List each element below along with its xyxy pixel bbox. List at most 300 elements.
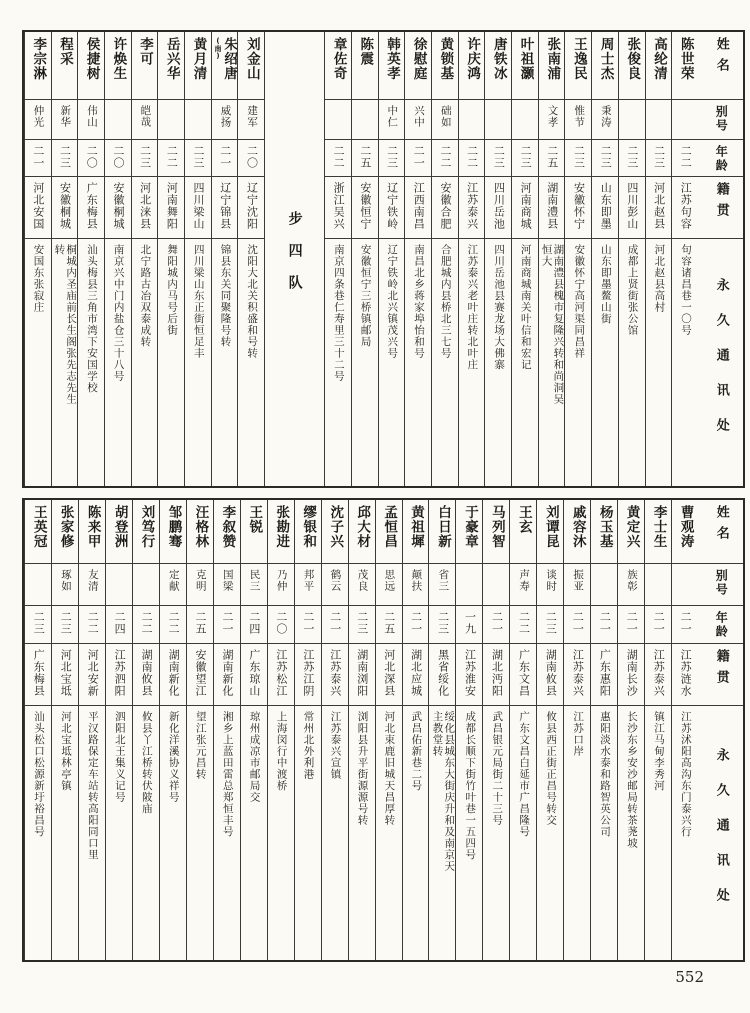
native-cell-text: 湖北沔阳 (490, 649, 504, 697)
entry-column (267, 500, 294, 960)
name-cell (485, 32, 511, 100)
header-alias-label: 别号 (714, 569, 729, 597)
native-cell (646, 177, 672, 239)
address-cell (429, 706, 455, 960)
entry-column (105, 500, 132, 960)
name-cell (25, 32, 51, 100)
alias-cell-text: 振亚 (572, 569, 585, 592)
entry-column (511, 32, 538, 486)
native-cell (52, 177, 78, 239)
age-cell-text: 二三 (519, 145, 533, 169)
name-cell (25, 500, 51, 564)
address-cell-text: 北宁路古冶双泰成转 (139, 244, 152, 348)
alias-cell-text: 国梁 (221, 569, 234, 592)
address-cell-text: 河北束鹿旧城天昌厚转 (383, 711, 396, 826)
address-cell (133, 706, 159, 960)
address-cell (187, 706, 213, 960)
native-cell (133, 644, 159, 706)
alias-cell (158, 100, 184, 140)
header-address-label: 永久通讯处 (713, 277, 729, 453)
native-cell-text: 安徽桐城 (111, 182, 125, 230)
native-cell (132, 177, 158, 239)
alias-cell (295, 564, 321, 606)
alias-cell (132, 100, 158, 140)
entry-column (671, 32, 698, 486)
native-cell (238, 177, 264, 239)
alias-cell-text: 颠扶 (410, 569, 423, 592)
native-cell-text: 河北安新 (86, 649, 100, 697)
native-cell-text: 安徽恒宁 (358, 182, 372, 230)
native-cell (432, 177, 458, 239)
entry-column (455, 500, 482, 960)
age-cell-text: 二一 (625, 611, 639, 635)
name-cell-text: 戚容沐 (569, 505, 586, 549)
age-cell (25, 140, 51, 177)
name-cell (646, 32, 672, 100)
name-cell (618, 500, 644, 564)
age-cell-text: 二三 (492, 145, 506, 169)
age-cell (512, 140, 538, 177)
native-cell (459, 177, 485, 239)
age-cell-text: 二一 (571, 611, 585, 635)
native-cell-text: 江苏泗阳 (113, 649, 127, 697)
native-cell-text: 河北涞县 (138, 182, 152, 230)
age-cell (352, 140, 378, 177)
native-cell (537, 644, 563, 706)
address-cell (459, 239, 485, 486)
native-cell (591, 644, 617, 706)
name-cell (158, 32, 184, 100)
native-cell-text: 四川彭山 (625, 182, 639, 230)
entry-column (536, 500, 563, 960)
address-cell-text: 南京兴中门内盐仓三十八号 (112, 244, 125, 382)
name-cell-text: 沈子兴 (327, 505, 344, 549)
native-cell (105, 177, 131, 239)
native-cell-text: 江苏泰兴 (465, 182, 479, 230)
native-cell-text: 湖南澧县 (545, 182, 559, 230)
native-cell-text: 安徽桐城 (58, 182, 72, 230)
address-cell-text: 辽宁铁岭北兴镇茂兴号 (386, 244, 399, 359)
header-age-label: 年龄 (714, 145, 729, 173)
address-cell-text: 武昌银元局街二十三号 (491, 711, 504, 826)
name-cell-text: 张俊良 (624, 37, 641, 81)
unit-spacer-column (264, 32, 324, 486)
header-age-label: 年龄 (714, 611, 729, 639)
alias-cell-text: 兴中 (412, 105, 425, 128)
address-cell-text: 绥化县城东大街庆升和及南京天主教堂转 (431, 711, 456, 872)
alias-cell (510, 564, 536, 606)
address-cell-text: 常州北外利港 (302, 711, 315, 780)
address-cell (618, 706, 644, 960)
alias-cell (376, 564, 402, 606)
entry-column (351, 32, 378, 486)
native-cell-text: 河南商城 (519, 182, 533, 230)
age-cell-text: 二一 (409, 611, 423, 635)
age-cell-text: 二二 (165, 145, 179, 169)
entry-column (644, 500, 671, 960)
age-cell-text: 二一 (218, 145, 232, 169)
entry-column (294, 500, 321, 960)
age-cell-text: 二五 (545, 145, 559, 169)
age-cell-text: 二三 (572, 145, 586, 169)
alias-cell-text: 中仁 (386, 105, 399, 128)
age-cell (160, 606, 186, 644)
address-cell-text: 安徽恒宁三桥镇邮局 (359, 244, 372, 348)
address-cell (592, 239, 618, 486)
address-cell (78, 239, 104, 486)
name-cell-text: 黄定兴 (623, 505, 640, 549)
native-cell (539, 177, 565, 239)
alias-cell-text: 皑哉 (139, 105, 152, 128)
age-cell (25, 606, 51, 644)
age-cell-text: 二三 (599, 145, 613, 169)
alias-cell (185, 100, 211, 140)
name-cell (403, 500, 429, 564)
native-cell (376, 644, 402, 706)
address-cell-text: 新化洋溪协义祥号 (167, 711, 180, 803)
native-cell-text: 湖南新化 (220, 649, 234, 697)
age-cell-text: 二一 (679, 611, 693, 635)
name-cell-text: 刘谭昆 (542, 505, 559, 549)
age-cell (456, 606, 482, 644)
address-cell-text: 上海闵行中渡桥 (275, 711, 288, 792)
name-cell-text: 高纶清 (651, 37, 667, 81)
native-cell-text: 黑省绥化 (436, 649, 450, 697)
name-cell (672, 500, 698, 564)
age-cell-text: 二五 (358, 145, 372, 169)
age-cell (459, 140, 485, 177)
name-cell-text: 唐铁冰 (490, 37, 507, 81)
age-cell-text: 二三 (544, 611, 558, 635)
address-cell-text: 镇江马甸李秀河 (652, 711, 665, 792)
age-cell-text: 二一 (31, 145, 45, 169)
address-cell-text: 攸县西正街正昌号转交 (545, 711, 558, 826)
entry-column (458, 32, 485, 486)
alias-cell (537, 564, 563, 606)
name-cell-text: 汪格林 (192, 505, 209, 549)
age-cell (672, 140, 698, 177)
address-cell (25, 239, 51, 486)
entry-column (348, 500, 375, 960)
name-cell-text: 李可 (137, 37, 154, 66)
alias-cell-text: 惟节 (573, 105, 586, 128)
age-cell (349, 606, 375, 644)
native-cell (379, 177, 405, 239)
name-cell (459, 32, 485, 100)
age-cell-text: 二二 (679, 145, 693, 169)
native-cell (645, 644, 671, 706)
name-cell-text: 程采 (56, 37, 73, 66)
age-cell (672, 606, 698, 644)
age-cell-text: 二三 (355, 611, 369, 635)
address-cell (106, 706, 132, 960)
entry-column (324, 32, 351, 486)
header-alias-cell (698, 564, 743, 606)
address-cell-text: 湘乡上蓝田雷总郑恒丰号 (221, 711, 234, 838)
native-cell-text: 广东惠阳 (598, 649, 612, 697)
name-cell-text: 缪银和 (300, 505, 317, 549)
name-cell (564, 500, 590, 564)
native-cell-text: 湖南浏阳 (355, 649, 369, 697)
name-cell-text: 章佐奇 (330, 37, 347, 81)
address-cell-text: 桐城内圣庙前长生阁张先志先生转 (53, 244, 78, 405)
age-cell (432, 140, 458, 177)
entry-column (213, 500, 240, 960)
name-cell (214, 500, 240, 564)
native-cell (672, 177, 698, 239)
native-cell (79, 644, 105, 706)
native-cell-text: 四川岳池 (492, 182, 506, 230)
address-cell-text: 江苏泰兴宣镇 (329, 711, 342, 780)
age-cell (52, 140, 78, 177)
address-cell-text: 江苏沭阳高沟东门泰兴行 (679, 711, 692, 838)
address-cell (619, 239, 645, 486)
name-cell-text: 王玄 (515, 505, 532, 534)
address-cell (510, 706, 536, 960)
address-cell-text: 安国东张寂庄 (32, 244, 45, 313)
native-cell-text: 湖北应城 (409, 649, 423, 697)
name-cell (133, 500, 159, 564)
native-cell-text: 江苏松江 (274, 649, 288, 697)
alias-cell (672, 100, 698, 140)
entry-column (671, 500, 698, 960)
entry-column (184, 32, 211, 486)
age-cell-text: 二三 (59, 611, 73, 635)
entry-column (78, 500, 105, 960)
address-cell-text: 南京四条巷仁寿里三十二号 (332, 244, 345, 382)
entry-column (538, 32, 565, 486)
entry-column (563, 500, 590, 960)
age-cell-text: 二三 (436, 611, 450, 635)
age-cell (241, 606, 267, 644)
address-cell (537, 706, 563, 960)
age-cell (591, 606, 617, 644)
address-cell-text: 河南商城南关叶信和宏记 (519, 244, 532, 371)
name-cell (349, 500, 375, 564)
name-cell-text: 李宗淋 (30, 37, 47, 81)
age-cell-text: 二一 (412, 145, 426, 169)
unit-label: 步四队 (286, 211, 303, 307)
age-cell-text: 二五 (382, 611, 396, 635)
alias-cell (325, 100, 351, 140)
name-cell (106, 500, 132, 564)
entry-column (51, 32, 78, 486)
native-cell (268, 644, 294, 706)
header-column (698, 32, 743, 486)
name-cell-text: 马列智 (488, 505, 505, 549)
name-cell-text: 曹观涛 (677, 505, 694, 549)
age-cell-text: 二三 (58, 145, 72, 169)
name-cell-text: 刘金山 (243, 37, 260, 81)
name-cell-text: 黄祖墀 (408, 505, 425, 549)
native-cell-text: 湖南攸县 (544, 649, 558, 697)
address-cell (25, 706, 51, 960)
native-cell-text: 山东即墨 (599, 182, 613, 230)
alias-cell (564, 564, 590, 606)
name-cell (619, 32, 645, 100)
entry-column (590, 500, 617, 960)
age-cell (106, 606, 132, 644)
native-cell (25, 177, 51, 239)
address-cell-text: 合肥城内县桥北三七号 (439, 244, 452, 359)
alias-cell (52, 564, 78, 606)
age-cell (158, 140, 184, 177)
entry-column (159, 500, 186, 960)
header-name-label: 姓名 (713, 37, 729, 79)
name-cell-text: 韩英孝 (383, 37, 400, 81)
address-cell-text: 安徽怀宁高河渠同昌祥 (573, 244, 586, 359)
age-cell (564, 606, 590, 644)
age-cell (105, 140, 131, 177)
native-cell-text: 江苏江阴 (301, 649, 315, 697)
address-cell (295, 706, 321, 960)
name-cell-text: 陈来甲 (84, 505, 101, 549)
age-cell (185, 140, 211, 177)
age-cell (646, 140, 672, 177)
address-cell-text: 长沙东乡安沙邮局转茶荛坡 (625, 711, 638, 849)
name-cell-text: 黄月清 (190, 37, 207, 81)
alias-cell-text: 文孝 (546, 105, 559, 128)
native-cell (510, 644, 536, 706)
age-cell (405, 140, 431, 177)
alias-cell (238, 100, 264, 140)
alias-cell-text: 谈时 (545, 569, 558, 592)
age-cell (618, 606, 644, 644)
address-cell (214, 706, 240, 960)
alias-cell-text: 邦平 (302, 569, 315, 592)
alias-cell (78, 100, 104, 140)
address-cell (376, 706, 402, 960)
name-cell (352, 32, 378, 100)
address-cell-text: 河北宝坻林亭镇 (59, 711, 72, 792)
native-cell-text: 河北深县 (382, 649, 396, 697)
alias-cell (645, 564, 671, 606)
name-cell-text: 白日新 (435, 505, 451, 549)
age-cell (238, 140, 264, 177)
header-age-cell (698, 140, 743, 177)
name-cell (510, 500, 536, 564)
address-cell (405, 239, 431, 486)
address-cell (185, 239, 211, 486)
entry-column (24, 500, 51, 960)
age-cell-text: 二二 (465, 145, 479, 169)
header-alias-cell (698, 100, 743, 140)
address-cell-text: 惠阳淡水泰和路智英公司 (599, 711, 612, 838)
name-cell (268, 500, 294, 564)
name-cell (432, 32, 458, 100)
address-cell-text: 琼州成凉市邮局交 (248, 711, 261, 803)
alias-cell (432, 100, 458, 140)
age-cell (379, 140, 405, 177)
age-cell (133, 606, 159, 644)
name-cell-text: 陈震 (357, 37, 374, 66)
age-cell (325, 140, 351, 177)
alias-cell (429, 564, 455, 606)
age-cell (78, 140, 104, 177)
age-cell-text: 二一 (652, 611, 666, 635)
native-cell (187, 644, 213, 706)
native-cell-text: 安徽望江 (194, 649, 208, 697)
age-cell-text: 二三 (652, 145, 666, 169)
name-cell (238, 32, 264, 100)
alias-cell-text: 民三 (248, 569, 261, 592)
name-cell (187, 500, 213, 564)
native-cell (241, 644, 267, 706)
age-cell (429, 606, 455, 644)
address-cell (379, 239, 405, 486)
native-cell-text: 湖南攸县 (140, 649, 154, 697)
address-cell (322, 706, 348, 960)
native-cell-text: 江西南昌 (412, 182, 426, 230)
header-name-cell (698, 32, 743, 100)
entry-column (240, 500, 267, 960)
address-cell (403, 706, 429, 960)
entry-column (321, 500, 348, 960)
address-cell (349, 706, 375, 960)
age-cell-text: 二二 (140, 611, 154, 635)
alias-cell-text: 族彰 (625, 569, 638, 592)
entry-column (51, 500, 78, 960)
alias-cell-text: 定献 (167, 569, 180, 592)
age-cell (214, 606, 240, 644)
age-cell-text: 二三 (32, 611, 46, 635)
native-cell (564, 644, 590, 706)
native-cell (672, 644, 698, 706)
alias-cell-text: 乃仲 (275, 569, 288, 592)
age-cell (132, 140, 158, 177)
native-cell (352, 177, 378, 239)
alias-cell-text: 省三 (437, 569, 450, 592)
native-cell (405, 177, 431, 239)
age-cell-text: 一九 (463, 611, 477, 635)
age-cell-text: 二一 (220, 611, 234, 635)
alias-cell (456, 564, 482, 606)
address-cell (105, 239, 131, 486)
entry-column (402, 500, 429, 960)
address-cell (672, 239, 698, 486)
alias-cell (106, 564, 132, 606)
name-cell-text: 王逸民 (570, 37, 587, 81)
alias-cell-text: 茂良 (356, 569, 369, 592)
name-cell (645, 500, 671, 564)
alias-cell (79, 564, 105, 606)
age-cell (403, 606, 429, 644)
address-cell (646, 239, 672, 486)
native-cell (592, 177, 618, 239)
address-cell-text: 四川岳池县赛龙场大佛寨 (493, 244, 506, 371)
address-cell (432, 239, 458, 486)
age-cell (619, 140, 645, 177)
name-cell (429, 500, 455, 564)
address-cell (645, 706, 671, 960)
address-cell (325, 239, 351, 486)
name-cell-text: 于豪章 (461, 505, 478, 549)
entry-column (509, 500, 536, 960)
name-cell (212, 32, 238, 100)
age-cell-text: 二五 (194, 611, 208, 635)
address-cell (52, 706, 78, 960)
age-cell-text: 二二 (86, 611, 100, 635)
name-cell (78, 32, 104, 100)
alias-cell (352, 100, 378, 140)
alias-cell (160, 564, 186, 606)
address-cell-text: 浏阳县升平街源源号转 (356, 711, 369, 826)
alias-cell-text: 鹤云 (329, 569, 342, 592)
name-cell (405, 32, 431, 100)
native-cell-text: 湖南长沙 (625, 649, 639, 697)
age-cell-text: 二一 (490, 611, 504, 635)
age-cell-text: 二二 (167, 611, 181, 635)
